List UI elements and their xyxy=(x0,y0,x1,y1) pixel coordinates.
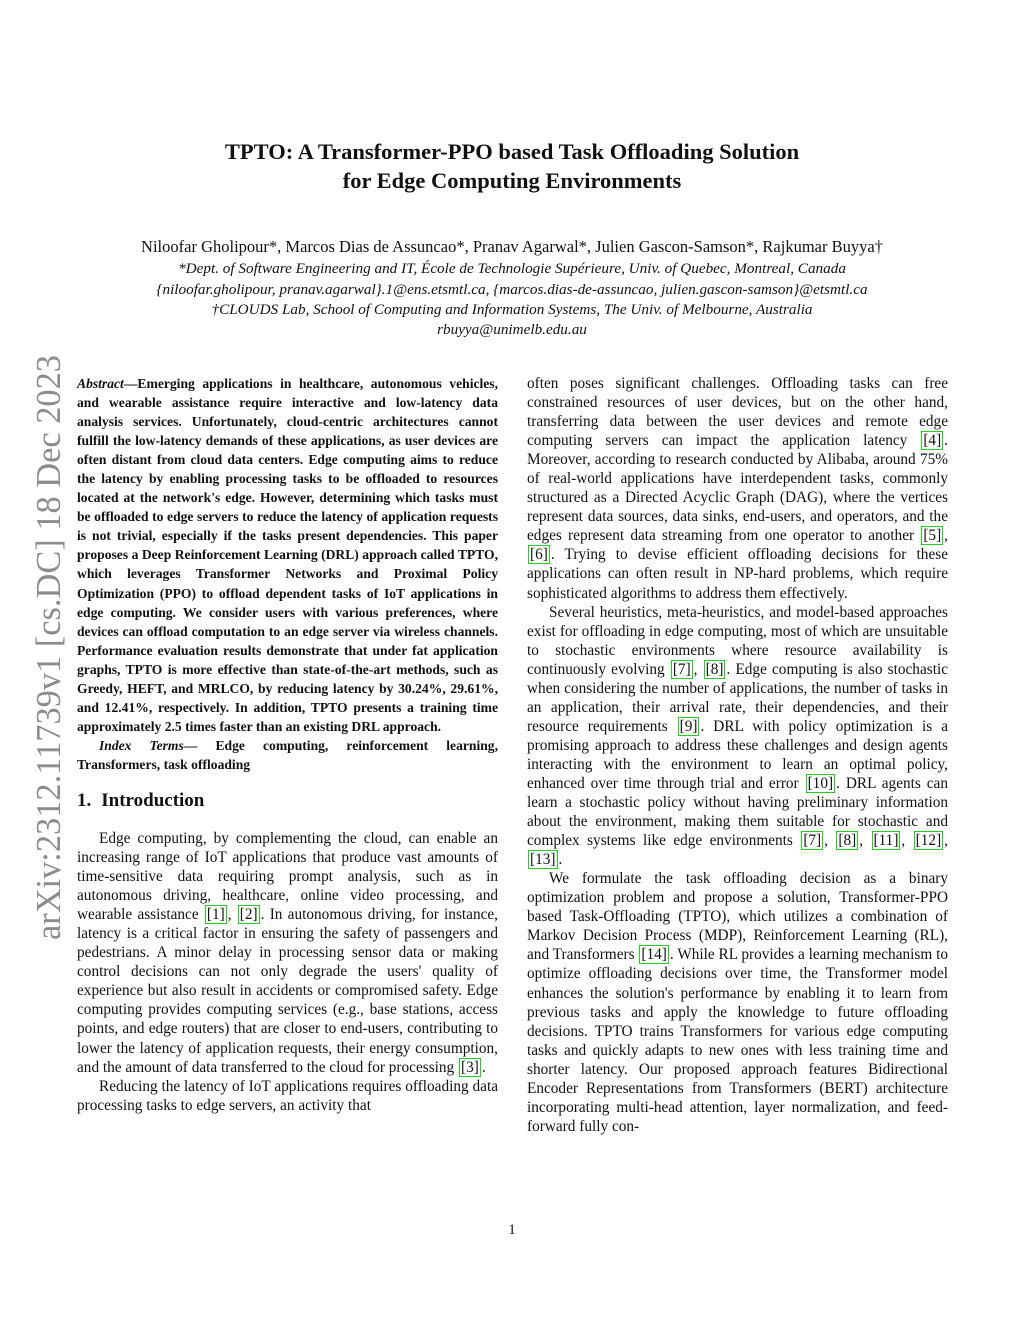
paragraph-text: . DRL agents can learn a stochastic policy without having preliminary information about the environment, making them suitable for stochastic and complex systems like edge environments xyxy=(527,774,948,850)
author-list: Niloofar Gholipour*, Marcos Dias de Assuncao*, Pranav Agarwal*, Julien Gascon-Samson*, Rajkumar Buyya† xyxy=(141,237,883,256)
citation-link[interactable]: [11] xyxy=(873,832,899,850)
paper-title xyxy=(112,137,912,195)
section-title: Introduction xyxy=(101,789,205,811)
right-body-text xyxy=(527,374,948,1136)
paragraph-text: , xyxy=(901,832,913,850)
paragraph-text: Several heuristics, meta-heuristics, and model-based approaches exist for offloading in edge computing, most of which are unsuitable to stochastic environments where resource availability is continuously evolving xyxy=(527,603,948,678)
paragraph-text: Edge computing, by complementing the cloud, can enable an increasing range of IoT applications that produce vast amounts of time-sensitive data requiring prompt analysis, such as in autonomous driving, healthcare, online video processing, and wearable assistance xyxy=(77,829,498,924)
left-paragraph xyxy=(77,1077,498,1115)
paragraph-text: , xyxy=(227,906,237,924)
title-line-2: for Edge Computing Environments xyxy=(342,168,682,193)
citation-link[interactable]: [10] xyxy=(807,774,834,792)
paragraph-text: , xyxy=(824,832,836,850)
paragraph-text: . xyxy=(558,851,563,869)
citation-link[interactable]: [2] xyxy=(239,906,258,924)
citation-link[interactable]: [14] xyxy=(641,946,667,964)
paragraph-text: We formulate the task offloading decision as a binary optimization problem and propose a solution, Transformer-PPO based Task-Offloading (TPTO), which utilizes a combination of Markov Decision Process (MDP), Reinforcement Learning (RL), and Transformers xyxy=(527,870,948,964)
section-heading-introduction xyxy=(77,789,498,813)
citation-link[interactable]: [8] xyxy=(705,660,724,678)
paragraph-text: , xyxy=(859,832,871,850)
paragraph-text: , xyxy=(944,832,948,850)
citation-link[interactable]: [7] xyxy=(672,660,691,678)
abstract-label: Abstract xyxy=(77,376,124,391)
citation-link[interactable]: [1] xyxy=(206,906,225,924)
left-paragraph xyxy=(77,829,498,1077)
left-body-text xyxy=(77,829,498,1115)
right-paragraph xyxy=(527,374,948,603)
page-number: 1 xyxy=(508,1222,516,1238)
right-paragraph xyxy=(527,869,948,1136)
left-column xyxy=(77,374,498,1115)
arxiv-identifier-svg xyxy=(8,350,80,950)
citation-link[interactable]: [5] xyxy=(923,527,942,545)
section-number: 1. xyxy=(77,789,92,811)
paragraph-text: . While RL provides a learning mechanism to optimize offloading decisions over time, the Transformer model enhances the solution's performance by enabling it to learn from previous tasks and apply the knowledge to future offloading decisions. TPTO trains Transformers for various edge computing tasks and quickly adapts to new ones with less training time and shorter latency. Our proposed approach features Bidirectional Encoder Representations from Transformers (BERT) architecture incorporating multi-head attention, layer normalization, and feed-forward fully con- xyxy=(527,946,948,1135)
citation-link[interactable]: [3] xyxy=(461,1058,479,1076)
paragraph-text: . DRL with policy optimization is a promising approach to address these challenges and design agents interacting with the environment to learn an optimal policy, enhanced over time through trial and error xyxy=(527,717,948,792)
citation-link[interactable]: [4] xyxy=(923,432,942,450)
right-paragraph xyxy=(527,603,948,870)
citation-link[interactable]: [6] xyxy=(530,546,548,564)
abstract-dash: — xyxy=(123,376,138,391)
citation-link[interactable]: [8] xyxy=(838,832,857,850)
citation-link[interactable]: [12] xyxy=(915,832,942,850)
affiliation-ets-emails: {niloofar.gholipour, pranav.agarwal}.1@ens.etsmtl.ca, {marcos.dias-de-assuncao, julien.gascon-samson}@etsmtl.ca xyxy=(156,281,868,298)
paragraph-text: . In autonomous driving, for instance, latency is a critical factor in ensuring the safety of passengers and pedestrians. A minor delay in processing sensor data or making control decisions can not only degrade the users' quality of experience but also result in accidents or compromised safety. Edge computing provides computing services (e.g., base stations, access points, and edge routers) that are closer to end-users, contributing to lower the latency of application requests, their energy consumption, and the amount of data transferred to the cloud for processing xyxy=(77,906,498,1076)
paragraph-text: . Trying to devise efficient offloading decisions for these applications can often result in NP-hard problems, which require sophisticated algorithms to address them effectively. xyxy=(527,546,948,602)
abstract xyxy=(77,374,498,736)
affiliation-melbourne: †CLOUDS Lab, School of Computing and Information Systems, The Univ. of Melbourne, Australia xyxy=(211,301,813,318)
paragraph-text: . xyxy=(481,1058,486,1076)
abstract-text: Emerging applications in healthcare, autonomous vehicles, and wearable assistance require interactive and low-latency data analysis services. Unfortunately, cloud-centric architectures cannot fulfill the low-latency demands of these applications, as user devices are often distant from cloud data centers. Edge computing aims to reduce the latency by enabling processing tasks to be offloaded to resources located at the network's edge. However, determining which tasks must be offloaded to edge servers to reduce the latency of application requests is not trivial, especially if the tasks present dependencies. This paper proposes a Deep Reinforcement Learning (DRL) approach called TPTO, which leverages Transformer Networks and Proximal Policy Optimization (PPO) to offload dependent tasks of IoT applications in edge computing. We consider users with various preferences, where devices can offload computation to an edge server via wireless channels. Performance evaluation results demonstrate that under fat application graphs, TPTO is more effective than state-of-the-art methods, such as Greedy, HEFT, and MRLCO, by reducing latency by 30.24%, 29.61%, and 12.41%, respectively. In addition, TPTO presents a training time approximately 2.5 times faster than an existing DRL approach. xyxy=(77,376,498,734)
paragraph-text: . Edge computing is also stochastic when considering the number of applications, the number of tasks in an application, their arrival rate, their dependencies, and their resource requirements xyxy=(527,660,948,735)
title-line-1: TPTO: A Transformer-PPO based Task Offloading Solution xyxy=(224,139,800,164)
paragraph-text: Reducing the latency of IoT applications requires offloading data processing tasks to edge servers, an activity that xyxy=(77,1077,498,1114)
affiliation-ets: *Dept. of Software Engineering and IT, École de Technologie Supérieure, Univ. of Quebec, Montreal, Canada xyxy=(178,260,846,277)
arxiv-identifier xyxy=(8,350,80,950)
affiliation-melbourne-email: rbuyya@unimelb.edu.au xyxy=(437,321,587,338)
arxiv-identifier-text: arXiv:2312.11739v1 [cs.DC] 18 Dec 2023 xyxy=(29,350,68,940)
paragraph-text: often poses significant challenges. Offloading tasks can free constrained resources of user devices, but on the other hand, transferring data between the user devices and remote edge computing servers can impact the application latency xyxy=(527,375,948,450)
paragraph-text: , xyxy=(944,527,948,545)
citation-link[interactable]: [7] xyxy=(803,832,822,850)
citation-link[interactable]: [9] xyxy=(679,717,698,735)
index-terms-label: Index Terms xyxy=(99,737,184,753)
paragraph-text: . Moreover, according to research conducted by Alibaba, around 75% of real-world applications have interdependent tasks, commonly structured as a Directed Acyclic Graph (DAG), where the vertices represent data sources, data sinks, end-users, and operators, and the edges represent data streaming from one operator to another xyxy=(527,432,948,545)
index-terms xyxy=(77,736,498,774)
right-column xyxy=(527,374,948,1136)
index-terms-text: — Edge computing, reinforcement learning, Transformers, task offloading xyxy=(77,737,498,772)
paragraph-text: , xyxy=(693,660,703,678)
citation-link[interactable]: [13] xyxy=(530,851,556,869)
